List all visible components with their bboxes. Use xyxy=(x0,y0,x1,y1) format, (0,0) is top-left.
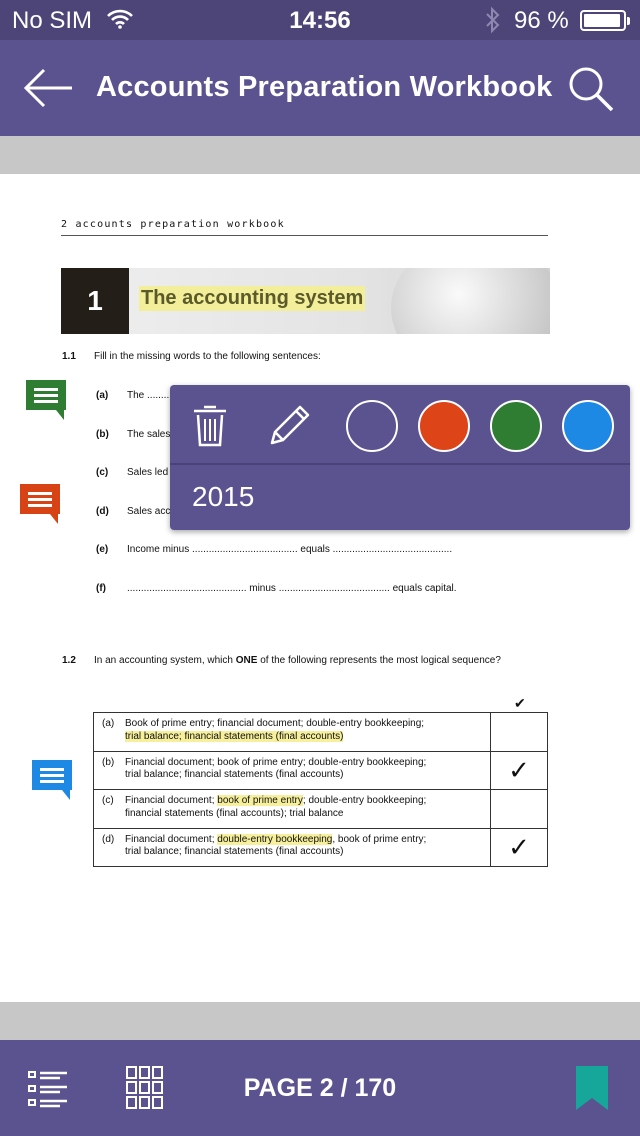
checkmark-icon: ✓ xyxy=(508,831,530,862)
option-letter: (c) xyxy=(102,795,114,806)
item-letter: (d) xyxy=(96,506,109,517)
color-swatch-purple[interactable] xyxy=(346,400,398,452)
comment-icon[interactable] xyxy=(32,760,72,800)
option-text: Financial document; xyxy=(125,833,218,845)
option-text: financial statements (final accounts); trial balance xyxy=(125,807,344,819)
bookmark-icon[interactable] xyxy=(576,1066,608,1110)
pencil-icon[interactable] xyxy=(266,403,312,449)
item-letter: (c) xyxy=(96,467,109,478)
status-bar xyxy=(0,0,640,40)
question-prompt xyxy=(94,655,501,666)
clock: 14:56 xyxy=(289,7,351,34)
battery-percent: 96 % xyxy=(514,7,569,34)
table-row xyxy=(94,713,548,752)
nav-bar xyxy=(0,40,640,136)
item-letter: (b) xyxy=(96,429,109,440)
page-indicator: PAGE 2 / 170 xyxy=(243,1074,397,1102)
item-letter: (e) xyxy=(96,544,109,555)
highlight[interactable]: trial balance; financial statements (final accounts) xyxy=(125,730,344,742)
question-number: 1.1 xyxy=(62,351,76,362)
divider xyxy=(170,463,630,465)
table-row xyxy=(94,751,548,790)
color-swatch-blue[interactable] xyxy=(562,400,614,452)
highlight[interactable]: book of prime entry xyxy=(217,795,303,806)
option-cell[interactable] xyxy=(94,790,491,829)
comment-icon[interactable] xyxy=(26,380,66,420)
back-arrow-icon[interactable] xyxy=(22,66,74,110)
option-letter: (d) xyxy=(102,833,115,845)
tick-cell[interactable] xyxy=(491,713,548,752)
color-swatch-orange[interactable] xyxy=(418,400,470,452)
trash-icon[interactable] xyxy=(192,403,228,447)
option-text: trial balance; financial statements (final accounts) xyxy=(125,846,344,857)
item-text: Income minus ...................................... equals ........................................... xyxy=(127,544,453,555)
carrier-label: No SIM xyxy=(12,7,93,34)
highlight[interactable]: double-entry bookkeeping xyxy=(217,833,333,845)
chapter-number: 1 xyxy=(61,268,129,334)
annotation-popup xyxy=(170,385,630,530)
workbook-page xyxy=(0,174,640,1002)
item-text: Sales acc xyxy=(127,506,171,517)
option-cell[interactable] xyxy=(94,713,491,752)
book-title: Accounts Preparation Workbook xyxy=(96,71,553,103)
item-text: The ........ xyxy=(127,390,170,401)
bottom-toolbar xyxy=(0,1040,640,1136)
item-text: Sales led xyxy=(127,467,169,478)
question-prompt: Fill in the missing words to the following sentences: xyxy=(94,351,321,362)
prompt-text: of the following represents the most logical sequence? xyxy=(257,655,501,666)
checkmark-icon: ✓ xyxy=(508,754,530,785)
comment-icon[interactable] xyxy=(20,484,60,524)
option-text: ; double-entry bookkeeping; xyxy=(302,795,427,806)
chapter-banner xyxy=(61,268,550,334)
tick-cell[interactable] xyxy=(491,828,548,867)
table-row xyxy=(94,790,548,829)
search-icon[interactable] xyxy=(566,64,616,114)
table-row xyxy=(94,828,548,867)
tick-cell[interactable] xyxy=(491,790,548,829)
battery-icon xyxy=(580,10,626,31)
prompt-emphasis: ONE xyxy=(235,655,258,666)
banner-decoration xyxy=(391,268,550,334)
page-gutter-top xyxy=(0,136,640,174)
option-letter: (a) xyxy=(102,718,115,729)
item-letter: (f) xyxy=(96,583,106,594)
chapter-title: The accounting system xyxy=(141,287,364,309)
option-text: trial balance; financial statements (final accounts) xyxy=(125,769,344,780)
option-letter: (b) xyxy=(102,756,115,768)
option-cell[interactable] xyxy=(94,828,491,867)
item-text: ........................................... minus ........................................ equals capital. xyxy=(127,583,457,594)
color-swatch-green[interactable] xyxy=(490,400,542,452)
tick-column-header: ✔ xyxy=(514,695,526,711)
option-text: , book of prime entry; xyxy=(332,833,427,845)
divider xyxy=(61,235,548,236)
note-text[interactable]: 2015 xyxy=(192,481,255,512)
page-gutter-bottom xyxy=(0,1002,640,1040)
question-number: 1.2 xyxy=(62,655,76,666)
item-text: The sales xyxy=(127,429,171,440)
running-head: 2 accounts preparation workbook xyxy=(61,219,285,230)
option-text: Financial document; xyxy=(125,795,218,806)
option-text: Financial document; book of prime entry; double-entry bookkeeping; xyxy=(125,756,427,768)
tick-cell[interactable] xyxy=(491,751,548,790)
option-cell[interactable] xyxy=(94,751,491,790)
answer-table xyxy=(93,712,548,867)
prompt-text: In an accounting system, which xyxy=(94,655,236,666)
item-letter: (a) xyxy=(96,390,109,401)
bluetooth-icon xyxy=(484,6,502,34)
option-text: Book of prime entry; financial document; double-entry bookkeeping; xyxy=(125,718,425,729)
